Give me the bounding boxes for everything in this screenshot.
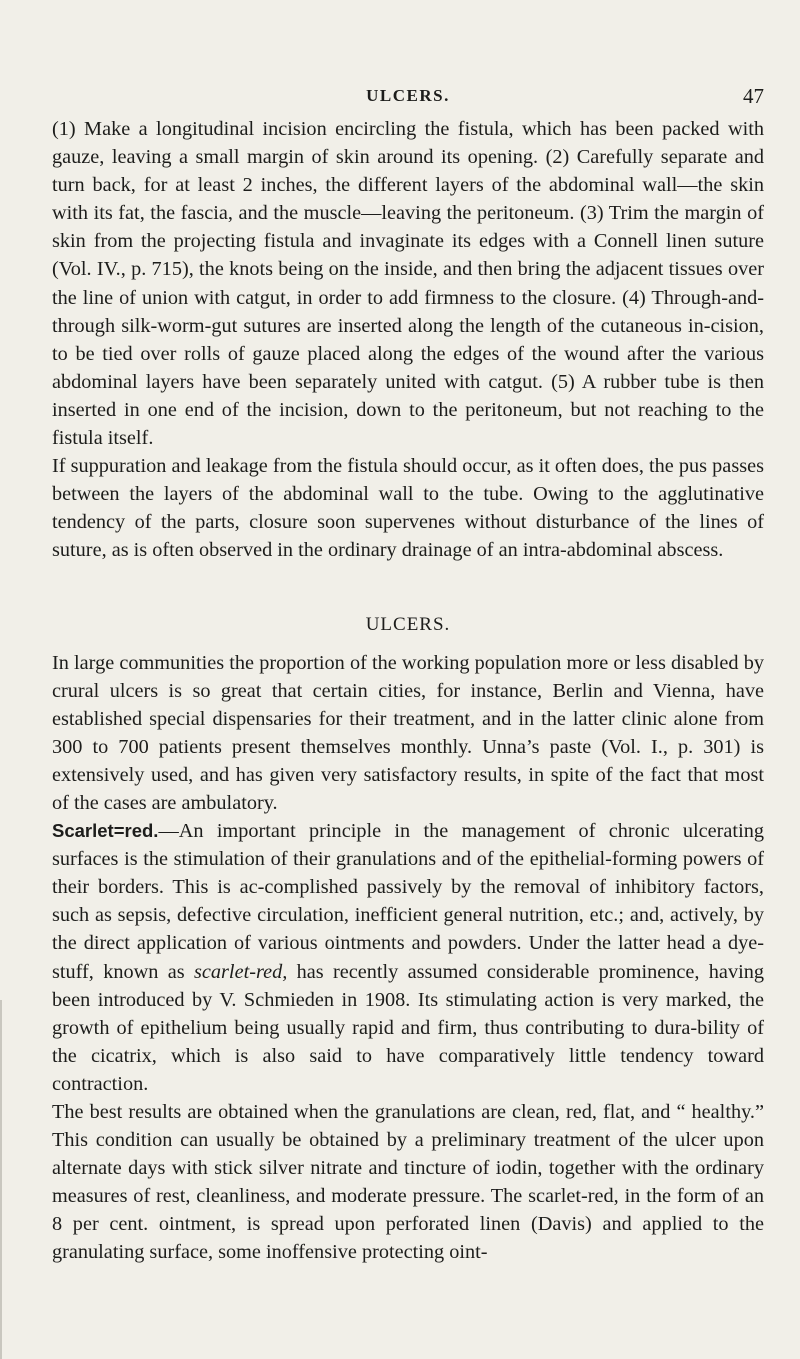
scarlet-red-text-b: has recently assumed considerable prominence, having been introduced by V. Schmieden in 1908. Its stimulating action is very marked, the growth of epithelium being usually rapid and firm, thus contributing to dura-bility of the cicatrix, which is also said to have comparatively little tendency toward contraction. <box>52 960 764 1095</box>
body-text <box>52 115 764 1267</box>
page-edge-shadow <box>0 1000 2 1359</box>
scarlet-red-italic-term: scarlet-red, <box>194 960 288 983</box>
running-title: ULCERS. <box>366 86 450 105</box>
scarlet-red-text-a: —An important principle in the management of chronic ulcerating surfaces is the stimulation of their granulations and of the epithelial-forming powers of their borders. This is ac-complished passively by the removal of inhibitory factors, such as sepsis, defective circulation, inefficient general nutrition, etc.; and, actively, by the direct application of various ointments and powders. Under the latter head a dye-stuff, known as <box>52 820 764 983</box>
paragraph-crural-ulcers: In large communities the proportion of the working population more or less disabled by crural ulcers is so great that certain cities, for instance, Berlin and Vienna, have established special dispensaries for their treatment, and in the latter clinic alone from 300 to 700 patients present themselves monthly. Unna’s paste (Vol. I., p. 301) is extensively used, and has given very satisfactory results, in spite of the fact that most of the cases are ambulatory. <box>52 651 764 814</box>
paragraph-best-results: The best results are obtained when the granulations are clean, red, flat, and “ healthy.” This condition can usually be obtained by a preliminary treatment of the ulcer upon alternate days with stick silver nitrate and tincture of iodin, together with the ordinary measures of rest, cleanliness, and moderate pressure. The scarlet-red, in the form of an 8 per cent. ointment, is spread upon perforated linen (Davis) and applied to the granulating surface, some inoffensive protecting oint- <box>52 1101 764 1264</box>
paragraph-suppuration: If suppuration and leakage from the fistula should occur, as it often does, the pus passes between the layers of the abdominal wall to the tube. Owing to the agglutinative tendency of the parts, closure soon supervenes without disturbance of the lines of suture, as is often observed in the ordinary drainage of an intra-abdominal abscess. <box>52 455 764 562</box>
page-number: 47 <box>743 84 764 108</box>
section-heading-ulcers: ULCERS. <box>365 613 451 635</box>
running-head <box>52 84 764 108</box>
paragraph-procedure-steps: (1) Make a longitudinal incision encircling the fistula, which has been packed with gauze, leaving a small margin of skin around its opening. (2) Carefully separate and turn back, for at least 2 inches, the different layers of the abdominal wall—the skin with its fat, the fascia, and the muscle—leaving the peritoneum. (3) Trim the margin of skin from the projecting fistula and invaginate its edges with a Connell linen suture (Vol. IV., p. 715), the knots being on the inside, and then bring the adjacent tissues over the line of union with catgut, in order to add firmness to the closure. (4) Through-and-through silk-worm-gut sutures are inserted along the length of the cutaneous in-cision, to be tied over rolls of gauze placed along the edges of the wound after the various abdominal layers have been separately united with catgut. (5) A rubber tube is then inserted in one end of the incision, down to the peritoneum, but not reaching to the fistula itself. <box>52 118 764 450</box>
run-in-heading-scarlet-red: Scarlet=red. <box>52 820 159 842</box>
paragraph-scarlet-red <box>52 817 764 1098</box>
